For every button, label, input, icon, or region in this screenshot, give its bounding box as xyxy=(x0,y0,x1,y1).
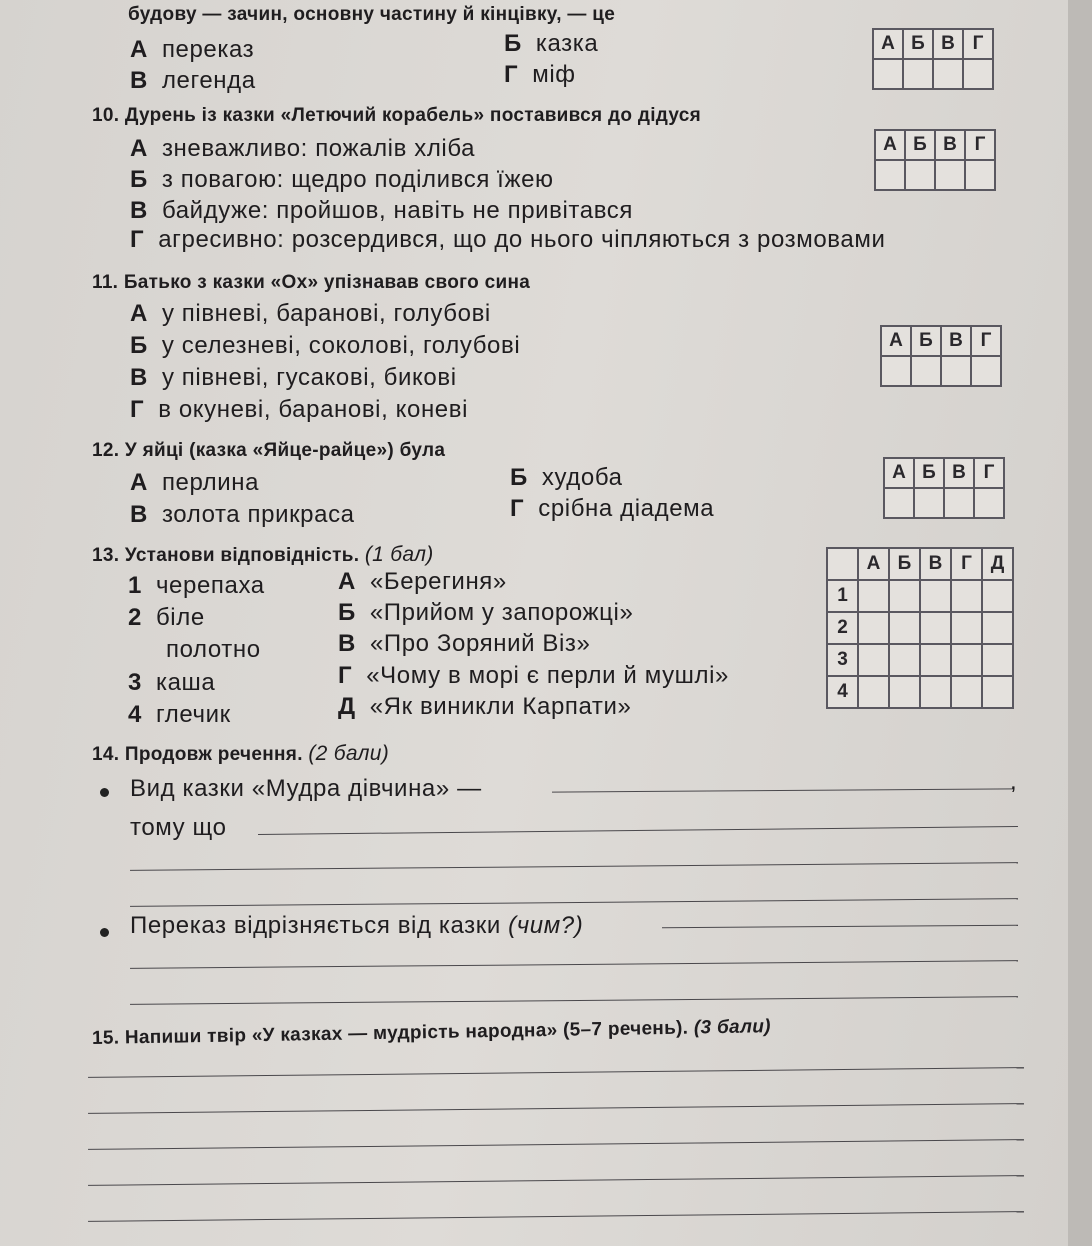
match-cell[interactable] xyxy=(920,644,951,676)
match-cell[interactable] xyxy=(858,676,889,708)
answer-cell[interactable] xyxy=(905,160,935,190)
q9-text: будову — зачин, основну частину й кінцівку, — це xyxy=(128,4,616,25)
q14-bullet1: Вид казки «Мудра дівчина» — xyxy=(130,775,482,802)
match-cell[interactable] xyxy=(858,644,889,676)
q12-option-c: В золота прикраса xyxy=(130,501,355,528)
match-cell[interactable] xyxy=(920,612,951,644)
q13-match-grid: А Б В Г Д 1 2 3 4 xyxy=(826,547,1014,709)
match-cell[interactable] xyxy=(920,676,951,708)
answer-cell[interactable] xyxy=(884,488,914,518)
q13-right-b: Б «Прийом у запорожці» xyxy=(338,599,634,626)
match-cell[interactable] xyxy=(982,612,1013,644)
bullet-icon xyxy=(100,788,109,797)
match-cell[interactable] xyxy=(858,612,889,644)
answer-cell[interactable] xyxy=(875,160,905,190)
answer-cell[interactable] xyxy=(944,488,974,518)
q13-right-a: А «Берегиня» xyxy=(338,568,507,595)
answer-cell[interactable] xyxy=(941,356,971,386)
page-edge xyxy=(1068,0,1092,1246)
match-cell[interactable] xyxy=(889,580,920,612)
answer-cell[interactable] xyxy=(933,59,963,89)
q14-bullet1-cont: тому що xyxy=(130,814,227,841)
q13-title: 13. Установи відповідність. (1 бал) xyxy=(92,543,434,566)
q9-option-a: А переказ xyxy=(130,36,255,63)
match-cell[interactable] xyxy=(889,612,920,644)
answer-cell[interactable] xyxy=(911,356,941,386)
answer-cell[interactable] xyxy=(963,59,993,89)
q9-option-b: Б казка xyxy=(504,30,599,57)
q10-option-a: А зневажливо: пожалів хліба xyxy=(130,135,476,162)
q10-text: 10. Дурень із казки «Летючий корабель» поставився до дідуся xyxy=(92,105,702,126)
q14-bullet2: Переказ відрізняється від казки (чим?) xyxy=(130,912,584,939)
match-cell[interactable] xyxy=(951,676,982,708)
q9-answer-grid: А Б В Г xyxy=(872,28,994,90)
q12-answer-grid: А Б В Г xyxy=(883,457,1005,519)
q10-option-c: В байдуже: пройшов, навіть не привітався xyxy=(130,197,633,224)
match-cell[interactable] xyxy=(858,580,889,612)
bullet-icon xyxy=(100,928,109,937)
answer-cell[interactable] xyxy=(873,59,903,89)
q14-comma: , xyxy=(1010,768,1018,795)
answer-cell[interactable] xyxy=(881,356,911,386)
q12-option-b: Б худоба xyxy=(510,464,623,491)
q13-left-2-cont: полотно xyxy=(166,636,261,663)
q11-option-c: В у півневі, гусакові, бикові xyxy=(130,364,457,391)
q11-text: 11. Батько з казки «Ох» упізнавав свого сина xyxy=(92,272,531,293)
q11-option-d: Г в окуневі, баранові, коневі xyxy=(130,396,469,423)
match-cell[interactable] xyxy=(889,676,920,708)
q13-right-c: В «Про Зоряний Віз» xyxy=(338,630,591,657)
answer-cell[interactable] xyxy=(903,59,933,89)
q11-option-a: А у півневі, баранові, голубові xyxy=(130,300,491,327)
q9-option-d: Г міф xyxy=(504,61,576,88)
q10-option-d: Г агресивно: розсердився, що до нього чіпляються з розмовами xyxy=(130,226,886,253)
q9-option-c: В легенда xyxy=(130,67,256,94)
answer-cell[interactable] xyxy=(935,160,965,190)
q14-title: 14. Продовж речення. (2 бали) xyxy=(92,742,390,765)
match-cell[interactable] xyxy=(951,644,982,676)
match-cell[interactable] xyxy=(982,580,1013,612)
q13-left-3: 3 каша xyxy=(128,669,216,696)
q15-title: 15. Напиши твір «У казках — мудрість народна» (5–7 речень). (3 бали) xyxy=(91,1016,771,1049)
q13-right-e: Д «Як виникли Карпати» xyxy=(338,693,632,720)
q13-right-d: Г «Чому в морі є перли й мушлі» xyxy=(338,662,730,689)
q13-left-4: 4 глечик xyxy=(128,701,231,728)
q12-text: 12. У яйці (казка «Яйце-райце») була xyxy=(92,440,446,461)
q11-option-b: Б у селезневі, соколові, голубові xyxy=(130,332,521,359)
match-cell[interactable] xyxy=(889,644,920,676)
answer-cell[interactable] xyxy=(971,356,1001,386)
q10-option-b: Б з повагою: щедро поділився їжею xyxy=(130,166,554,193)
q10-answer-grid: А Б В Г xyxy=(874,129,996,191)
q13-left-1: 1 черепаха xyxy=(128,572,265,599)
q11-answer-grid: А Б В Г xyxy=(880,325,1002,387)
match-cell[interactable] xyxy=(982,676,1013,708)
q12-option-d: Г срібна діадема xyxy=(510,495,715,522)
match-cell[interactable] xyxy=(951,612,982,644)
q13-left-2: 2 біле xyxy=(128,604,205,631)
q12-option-a: А перлина xyxy=(130,469,260,496)
match-cell[interactable] xyxy=(920,580,951,612)
answer-cell[interactable] xyxy=(974,488,1004,518)
match-cell[interactable] xyxy=(951,580,982,612)
match-cell[interactable] xyxy=(982,644,1013,676)
answer-cell[interactable] xyxy=(914,488,944,518)
answer-cell[interactable] xyxy=(965,160,995,190)
